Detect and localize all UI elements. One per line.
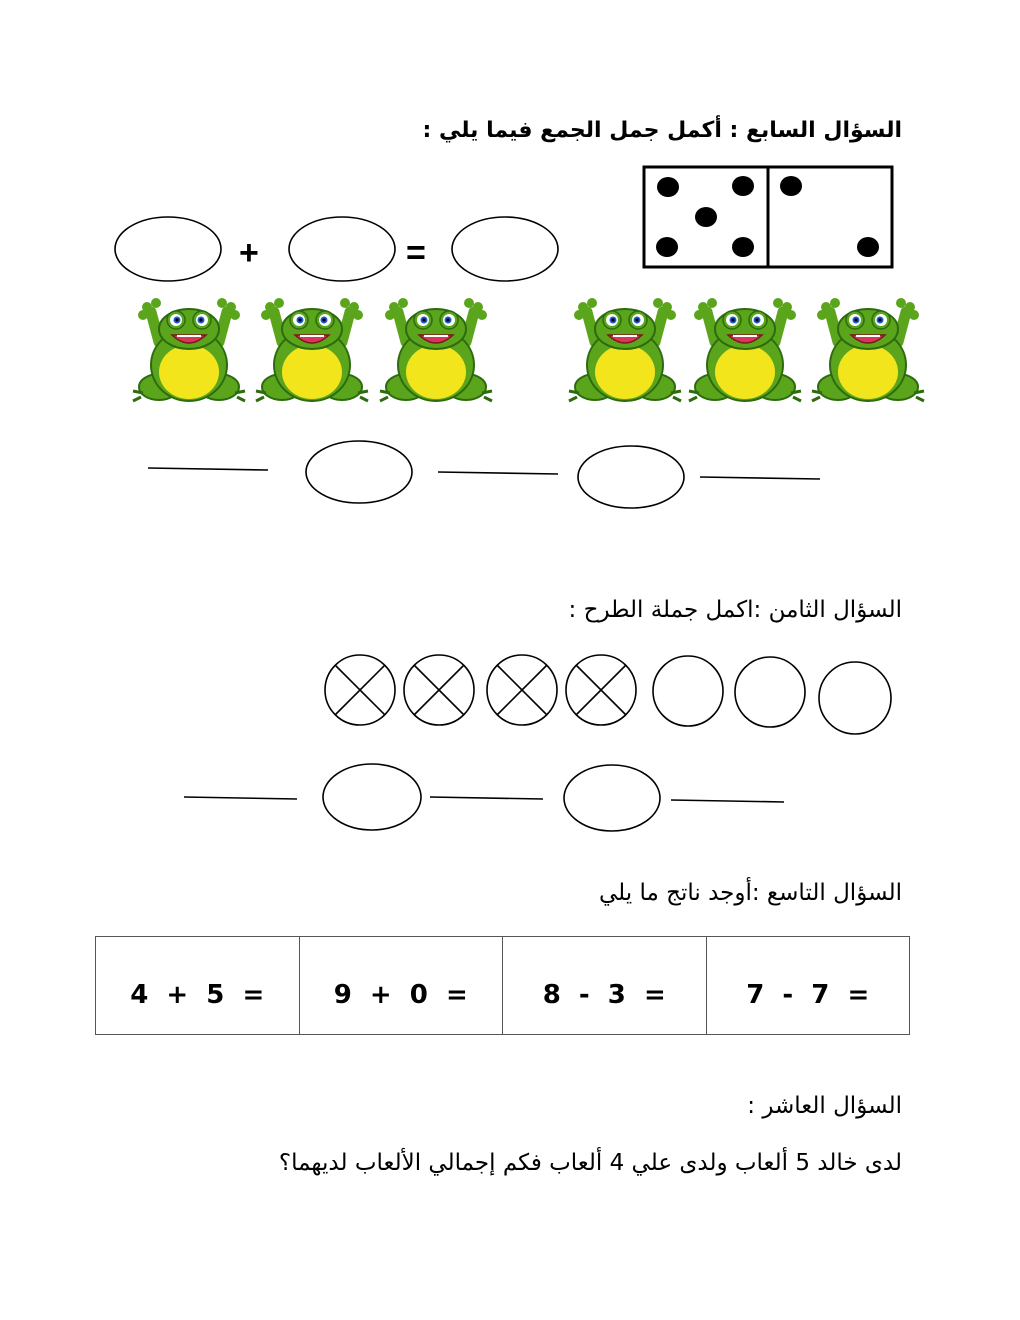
- frog-image: [689, 298, 801, 401]
- frog-image: [812, 298, 924, 401]
- answer-oval-6[interactable]: [323, 764, 421, 830]
- q10-title: السؤال العاشر :: [747, 1093, 902, 1119]
- answer-oval-2[interactable]: [289, 217, 395, 281]
- answer-oval-7[interactable]: [564, 765, 660, 831]
- sum-cell-4[interactable]: 7 - 7 =: [706, 937, 910, 1035]
- equals-sign: =: [406, 234, 426, 272]
- answer-oval-3[interactable]: [452, 217, 558, 281]
- answer-oval-1[interactable]: [115, 217, 221, 281]
- answer-line-3: [700, 477, 820, 479]
- frog-image: [380, 298, 492, 401]
- answer-line-5: [430, 797, 543, 799]
- sum-cell-1[interactable]: 4 + 5 =: [96, 937, 300, 1035]
- q10-word-problem: لدى خالد 5 ألعاب ولدى علي 4 ألعاب فكم إجمالي الألعاب لديهما؟: [278, 1150, 902, 1176]
- crossed-circle: [404, 655, 474, 725]
- plus-sign: +: [239, 234, 259, 272]
- answer-line-4: [184, 797, 297, 799]
- sum-cell-3[interactable]: 8 - 3 =: [503, 937, 707, 1035]
- answer-oval-5[interactable]: [578, 446, 684, 508]
- frog-group-left: [133, 298, 492, 401]
- frog-image: [569, 298, 681, 401]
- subtraction-circles: [325, 655, 891, 734]
- plain-circle: [735, 657, 805, 727]
- answer-line-1: [148, 468, 268, 470]
- q8-title: السؤال الثامن :اكمل جملة الطرح :: [568, 597, 902, 623]
- answer-line-2: [438, 472, 558, 474]
- frog-image: [256, 298, 368, 401]
- domino: [644, 167, 892, 267]
- answer-line-6: [671, 800, 784, 802]
- plain-circle: [819, 662, 891, 734]
- frog-image: [133, 298, 245, 401]
- crossed-circle: [325, 655, 395, 725]
- answer-oval-4[interactable]: [306, 441, 412, 503]
- crossed-circle: [566, 655, 636, 725]
- frog-group-right: [569, 298, 924, 401]
- sums-table: [95, 936, 910, 1035]
- q9-title: السؤال التاسع :أوجد ناتج ما يلي: [598, 880, 902, 906]
- plain-circle: [653, 656, 723, 726]
- crossed-circle: [487, 655, 557, 725]
- q7-title: السؤال السابع : أكمل جمل الجمع فيما يلي :: [422, 118, 902, 143]
- sum-cell-2[interactable]: 9 + 0 =: [299, 937, 503, 1035]
